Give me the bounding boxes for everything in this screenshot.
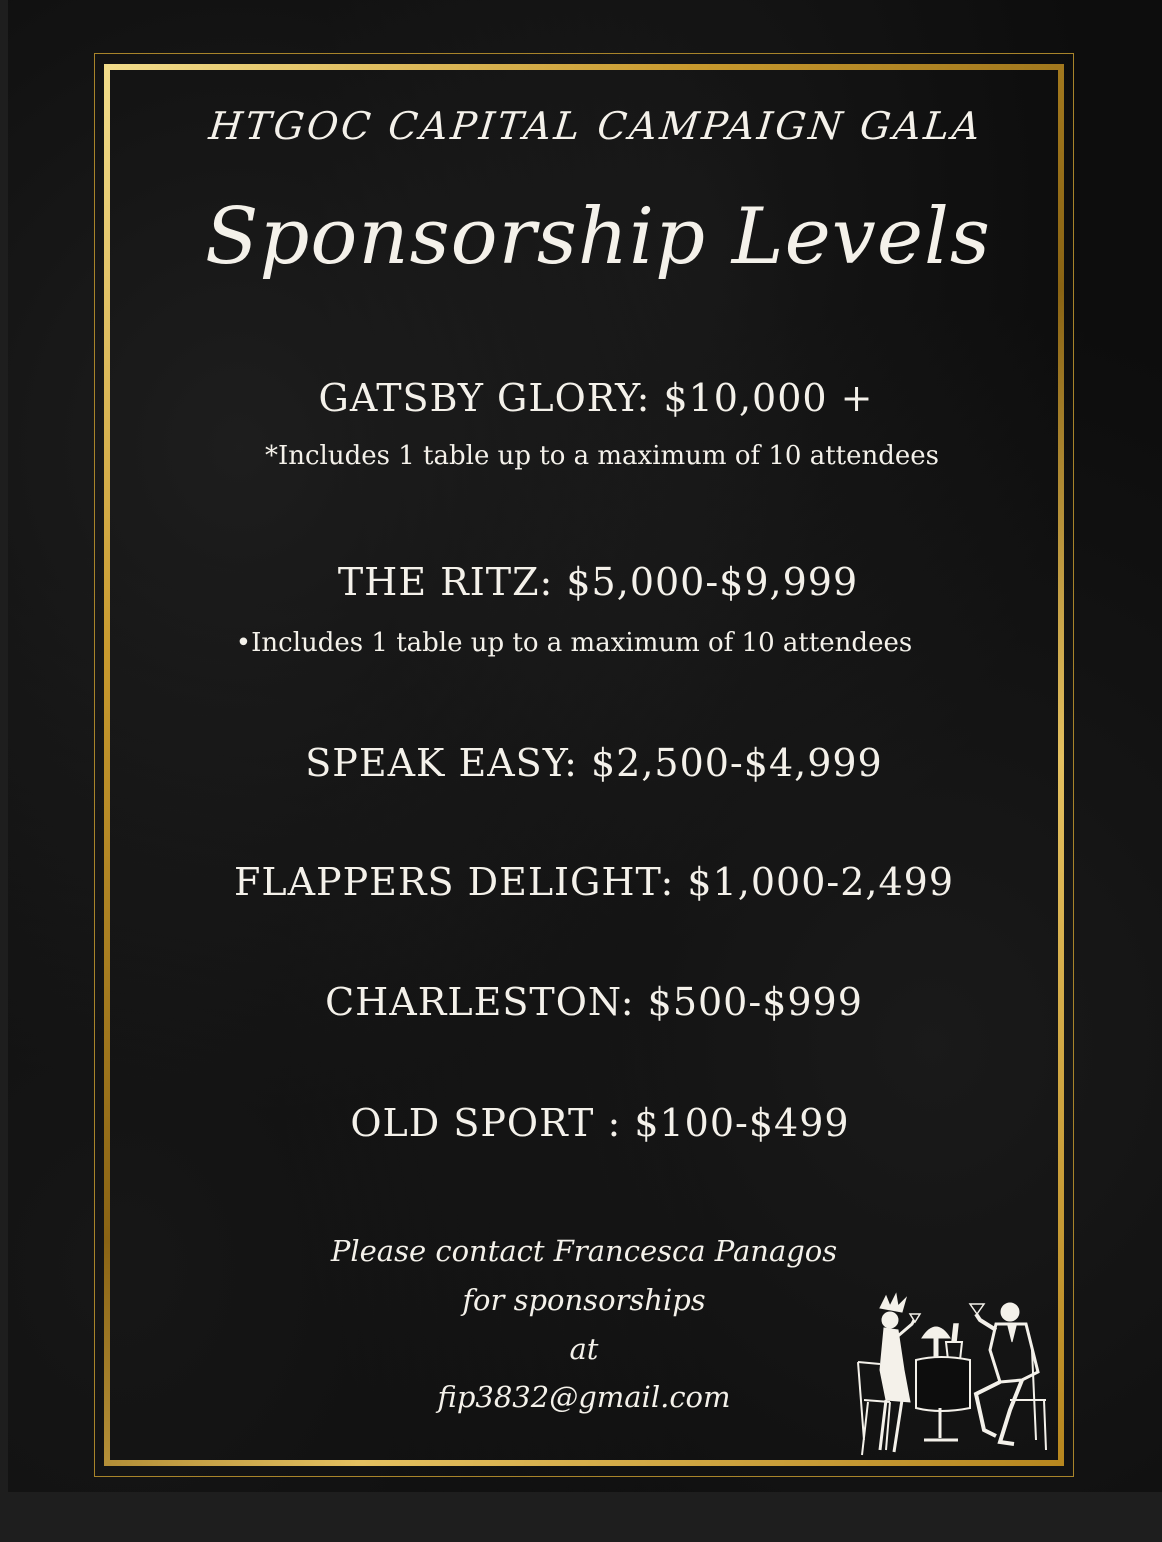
contact-line-2: for sponsorships <box>462 1283 706 1317</box>
art-deco-couple-dining-illustration-icon <box>850 1290 1050 1460</box>
contact-email[interactable]: fip3832@gmail.com <box>437 1380 731 1414</box>
level-charleston: CHARLESTON: $500-$999 <box>325 980 863 1024</box>
contact-line-3: at <box>569 1332 599 1366</box>
level-the-ritz-note: •Includes 1 table up to a maximum of 10 attendees <box>235 628 913 658</box>
level-the-ritz: THE RITZ: $5,000-$9,999 <box>337 560 859 604</box>
level-old-sport: OLD SPORT : $100-$499 <box>350 1101 850 1145</box>
contact-line-1: Please contact Francesca Panagos <box>330 1234 838 1268</box>
level-speak-easy: SPEAK EASY: $2,500-$4,999 <box>305 741 883 785</box>
event-title: HTGOC CAPITAL CAMPAIGN GALA <box>206 104 985 148</box>
level-gatsby-glory: GATSBY GLORY: $10,000 + <box>318 376 874 420</box>
level-gatsby-glory-note: *Includes 1 table up to a maximum of 10 attendees <box>264 441 940 471</box>
page-heading: Sponsorship Levels <box>205 192 991 282</box>
level-flappers-delight: FLAPPERS DELIGHT: $1,000-2,499 <box>233 860 955 904</box>
